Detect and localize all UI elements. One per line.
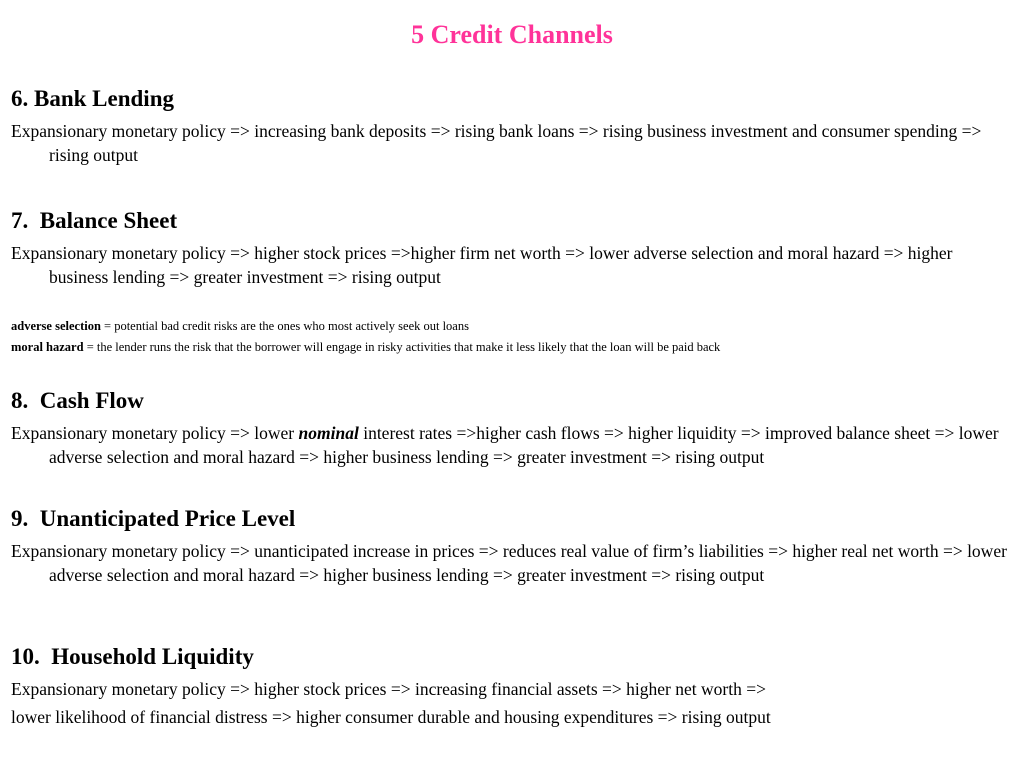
heading-balance-sheet: 7. Balance Sheet [11,208,178,233]
paragraph-price-level: Expansionary monetary policy => unanticipated increase in prices => reduces real value of firm’s liabilities => higher real net worth => lower adverse selection and moral hazard => higher business lending => greater investment => rising output [11,541,1007,585]
cash-flow-emphasis-nominal: nominal [298,423,359,443]
heading-household-liquidity: 10. Household Liquidity [11,644,254,669]
heading-price-level: 9. Unanticipated Price Level [11,506,296,531]
definition-adverse-selection: = potential bad credit risks are the ones who most actively seek out loans [100,319,469,333]
paragraph-balance-sheet: Expansionary monetary policy => higher stock prices =>higher firm net worth => lower adverse selection and moral hazard => higher business lending => greater investment => rising output [11,243,953,287]
slide-title: 5 Credit Channels [411,20,613,49]
cash-flow-text-before: Expansionary monetary policy => lower [11,423,299,443]
note-moral-hazard [11,339,1015,355]
cash-flow-text-after: interest rates =>higher cash flows => higher liquidity => improved balance sheet => lower adverse selection and moral hazard => higher business lending => greater investment => rising output [49,423,999,467]
paragraph-bank-lending: Expansionary monetary policy => increasing bank deposits => rising bank loans => rising business investment and consumer spending => rising output [11,121,982,165]
paragraph-household-line2: lower likelihood of financial distress => higher consumer durable and housing expenditures => rising output [11,707,771,727]
heading-cash-flow: 8. Cash Flow [11,388,144,413]
term-moral-hazard: moral hazard [11,340,84,354]
definition-moral-hazard: = the lender runs the risk that the borrower will engage in risky activities that make it less likely that the loan will be paid back [83,340,721,354]
term-adverse-selection: adverse selection [11,319,101,333]
note-adverse-selection [11,318,1015,334]
paragraph-household-line1: Expansionary monetary policy => higher stock prices => increasing financial assets => higher net worth => [11,679,766,699]
heading-bank-lending: 6. Bank Lending [11,86,174,111]
paragraph-cash-flow [11,421,1015,469]
